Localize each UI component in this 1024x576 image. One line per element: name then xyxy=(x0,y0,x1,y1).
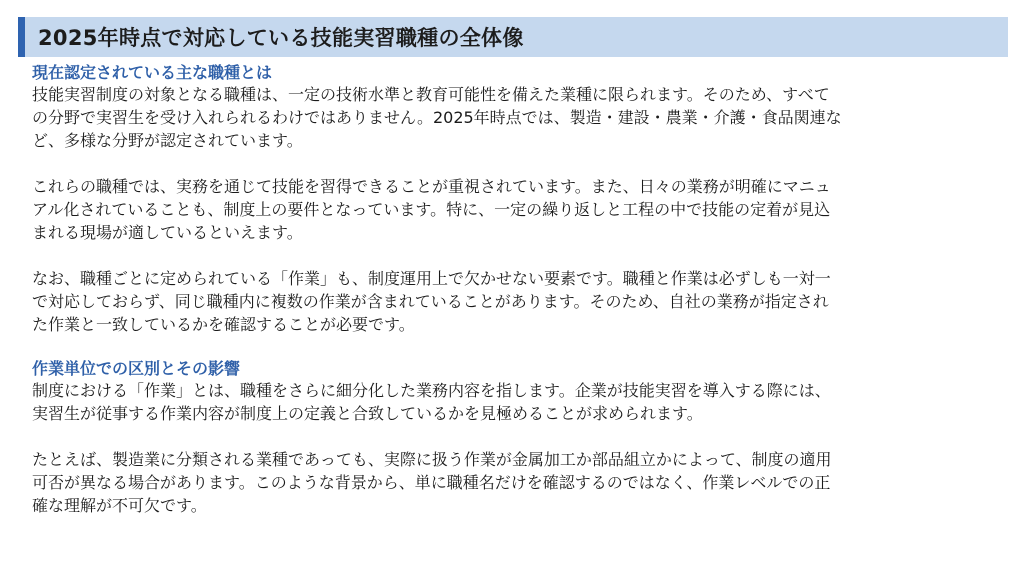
paragraph-spacer xyxy=(32,152,1000,175)
paragraph-line: まれる現場が適しているといえます。 xyxy=(32,223,303,242)
paragraph-line: 確な理解が不可欠です。 xyxy=(32,496,207,515)
paragraph xyxy=(32,267,1000,336)
paragraph-spacer xyxy=(32,425,1000,448)
section-heading-task-units: 作業単位での区別とその影響 xyxy=(32,359,241,378)
content-area xyxy=(32,62,1000,517)
paragraph-line: た作業と一致しているかを確認することが必要です。 xyxy=(32,315,415,334)
paragraph-line: たとえば、製造業に分類される業種であっても、実際に扱う作業が金属加工か部品組立かによって、制度の適用 xyxy=(32,450,832,469)
paragraph xyxy=(32,175,1000,244)
paragraph-line: 可否が異なる場合があります。このような背景から、単に職種名だけを確認するのではなく、作業レベルでの正 xyxy=(32,473,831,492)
paragraph xyxy=(32,448,1000,517)
paragraph-line: これらの職種では、実務を通じて技能を習得できることが重視されています。また、日々の業務が明確にマニュ xyxy=(32,177,831,196)
paragraph xyxy=(32,379,1000,425)
paragraph-line: ど、多様な分野が認定されています。 xyxy=(32,131,303,150)
paragraph-line: 技能実習制度の対象となる職種は、一定の技術水準と教育可能性を備えた業種に限られます。そのため、すべて xyxy=(32,85,830,104)
paragraph-line: の分野で実習生を受け入れられるわけではありません。2025年時点では、製造・建設・農業・介護・食品関連な xyxy=(32,108,842,127)
section-spacer xyxy=(32,336,1000,358)
paragraph xyxy=(32,83,1000,152)
paragraph-line: 実習生が従事する作業内容が制度上の定義と合致しているかを見極めることが求められます。 xyxy=(32,404,703,423)
paragraph-line: 制度における「作業」とは、職種をさらに細分化した業務内容を指します。企業が技能実習を導入する際には、 xyxy=(32,381,831,400)
paragraph-spacer xyxy=(32,244,1000,267)
title-bar xyxy=(18,17,1008,57)
section-heading-recognized-occupations: 現在認定されている主な職種とは xyxy=(32,63,273,82)
page-title: 2025年時点で対応している技能実習職種の全体像 xyxy=(38,26,524,50)
paragraph-line: で対応しておらず、同じ職種内に複数の作業が含まれていることがあります。そのため、自社の業務が指定され xyxy=(32,292,829,311)
paragraph-line: なお、職種ごとに定められている「作業」も、制度運用上で欠かせない要素です。職種と作業は必ずしも一対一 xyxy=(32,269,831,288)
paragraph-line: アル化されていることも、制度上の要件となっています。特に、一定の繰り返しと工程の中で技能の定着が見込 xyxy=(32,200,831,219)
